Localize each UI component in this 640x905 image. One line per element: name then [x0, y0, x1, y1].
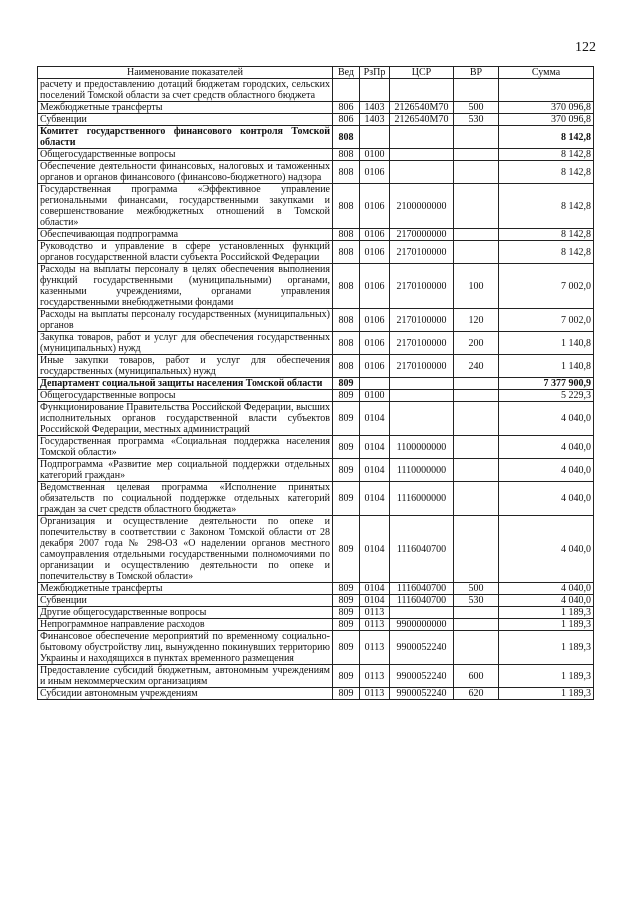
row-rzpr: 0104 [360, 436, 390, 459]
row-ved: 808 [333, 241, 360, 264]
row-ved: 808 [333, 184, 360, 229]
row-name: Непрограммное направление расходов [38, 619, 333, 631]
row-ved: 809 [333, 607, 360, 619]
row-sum: 1 189,3 [499, 619, 594, 631]
row-sum: 7 377 900,9 [499, 378, 594, 390]
row-name: Субвенции [38, 595, 333, 607]
row-sum: 1 189,3 [499, 688, 594, 700]
table-row [38, 102, 594, 114]
row-csr: 2170100000 [390, 355, 454, 378]
row-name: Субсидии автономным учреждениям [38, 688, 333, 700]
row-rzpr: 0106 [360, 332, 390, 355]
row-ved: 806 [333, 114, 360, 126]
row-csr: 1116040700 [390, 595, 454, 607]
row-csr [390, 390, 454, 402]
row-csr: 2170000000 [390, 229, 454, 241]
row-vr: 500 [454, 102, 499, 114]
row-csr [390, 126, 454, 149]
row-ved: 809 [333, 631, 360, 665]
row-csr: 1110000000 [390, 459, 454, 482]
row-rzpr: 0113 [360, 688, 390, 700]
row-vr [454, 516, 499, 583]
row-rzpr: 0113 [360, 665, 390, 688]
table-row [38, 436, 594, 459]
header-sum: Сумма [499, 67, 594, 79]
row-name: Другие общегосударственные вопросы [38, 607, 333, 619]
row-vr: 530 [454, 114, 499, 126]
table-row [38, 459, 594, 482]
row-sum: 7 002,0 [499, 264, 594, 309]
row-ved: 809 [333, 595, 360, 607]
row-sum: 8 142,8 [499, 229, 594, 241]
table-row [38, 309, 594, 332]
row-vr [454, 161, 499, 184]
row-csr: 2126540М70 [390, 102, 454, 114]
row-rzpr [360, 378, 390, 390]
row-sum: 8 142,8 [499, 241, 594, 264]
table-row [38, 114, 594, 126]
row-ved: 809 [333, 665, 360, 688]
row-vr: 120 [454, 309, 499, 332]
table-row [38, 583, 594, 595]
row-rzpr: 0104 [360, 516, 390, 583]
row-ved: 808 [333, 264, 360, 309]
row-sum: 4 040,0 [499, 436, 594, 459]
row-csr: 1116000000 [390, 482, 454, 516]
row-name: Государственная программа «Эффективное управление региональными финансами, государственными закупками и совершенствование межбюджетных отношений в Томской области» [38, 184, 333, 229]
row-vr [454, 619, 499, 631]
row-name: Комитет государственного финансового контроля Томской области [38, 126, 333, 149]
table-row [38, 595, 594, 607]
row-name: Общегосударственные вопросы [38, 390, 333, 402]
row-rzpr: 0104 [360, 402, 390, 436]
row-name: Иные закупки товаров, работ и услуг для обеспечения государственных (муниципальных) нужд [38, 355, 333, 378]
row-vr [454, 607, 499, 619]
row-sum: 4 040,0 [499, 482, 594, 516]
row-sum: 5 229,3 [499, 390, 594, 402]
row-ved: 809 [333, 688, 360, 700]
row-csr [390, 378, 454, 390]
row-sum: 4 040,0 [499, 583, 594, 595]
table-row [38, 665, 594, 688]
row-ved: 809 [333, 583, 360, 595]
table-row [38, 332, 594, 355]
row-ved [333, 79, 360, 102]
row-name: Обеспечение деятельности финансовых, налоговых и таможенных органов и органов финансового (финансово-бюджетного) надзора [38, 161, 333, 184]
row-rzpr: 0113 [360, 631, 390, 665]
row-rzpr: 0106 [360, 264, 390, 309]
row-csr: 9900000000 [390, 619, 454, 631]
table-row [38, 619, 594, 631]
table-row [38, 355, 594, 378]
row-rzpr: 0113 [360, 619, 390, 631]
header-csr: ЦСР [390, 67, 454, 79]
row-vr [454, 149, 499, 161]
row-csr: 1116040700 [390, 516, 454, 583]
row-csr: 2100000000 [390, 184, 454, 229]
row-csr [390, 402, 454, 436]
row-ved: 809 [333, 402, 360, 436]
row-ved: 808 [333, 229, 360, 241]
row-sum: 370 096,8 [499, 114, 594, 126]
row-vr [454, 631, 499, 665]
row-vr [454, 436, 499, 459]
row-rzpr: 0104 [360, 583, 390, 595]
row-sum: 8 142,8 [499, 149, 594, 161]
row-rzpr: 0106 [360, 229, 390, 241]
row-sum: 7 002,0 [499, 309, 594, 332]
row-csr [390, 607, 454, 619]
header-name: Наименование показателей [38, 67, 333, 79]
row-vr [454, 126, 499, 149]
table-row [38, 631, 594, 665]
row-vr [454, 402, 499, 436]
row-csr: 1116040700 [390, 583, 454, 595]
row-rzpr: 0106 [360, 184, 390, 229]
page-number: 122 [575, 40, 596, 55]
row-rzpr: 1403 [360, 102, 390, 114]
table-row [38, 241, 594, 264]
row-csr: 9900052240 [390, 665, 454, 688]
row-csr: 9900052240 [390, 688, 454, 700]
row-name: Руководство и управление в сфере установленных функций органов государственной власти субъекта Российской Федерации [38, 241, 333, 264]
row-sum: 1 189,3 [499, 607, 594, 619]
row-name: Ведомственная целевая программа «Исполнение принятых обязательств по социальной поддержке отдельных категорий граждан за счет средств областного бюджета» [38, 482, 333, 516]
row-rzpr: 0104 [360, 482, 390, 516]
row-sum: 4 040,0 [499, 402, 594, 436]
row-csr: 2126540М70 [390, 114, 454, 126]
table-row [38, 607, 594, 619]
row-ved: 809 [333, 482, 360, 516]
row-vr [454, 378, 499, 390]
row-vr: 240 [454, 355, 499, 378]
row-ved: 808 [333, 161, 360, 184]
row-csr [390, 79, 454, 102]
row-rzpr [360, 126, 390, 149]
row-sum: 4 040,0 [499, 459, 594, 482]
row-ved: 809 [333, 378, 360, 390]
row-vr [454, 229, 499, 241]
table-row [38, 390, 594, 402]
row-ved: 808 [333, 126, 360, 149]
row-vr: 530 [454, 595, 499, 607]
row-rzpr: 0106 [360, 161, 390, 184]
row-csr: 9900052240 [390, 631, 454, 665]
row-name: расчету и предоставлению дотаций бюджетам городских, сельских поселений Томской области за счет средств областного бюджета [38, 79, 333, 102]
row-name: Организация и осуществление деятельности по опеке и попечительству в соответствии с Законом Томской области от 28 декабря 2007 года № 298-ОЗ «О наделении органов местного самоуправления отдельными государственными полномочиями по организации и осуществлению деятельности по опеке и попечительству в Томской области» [38, 516, 333, 583]
row-ved: 808 [333, 149, 360, 161]
table-row [38, 688, 594, 700]
row-ved: 806 [333, 102, 360, 114]
row-rzpr: 0106 [360, 309, 390, 332]
row-name: Закупка товаров, работ и услуг для обеспечения государственных (муниципальных) нужд [38, 332, 333, 355]
row-ved: 809 [333, 516, 360, 583]
row-vr: 500 [454, 583, 499, 595]
row-sum: 8 142,8 [499, 184, 594, 229]
row-sum: 1 140,8 [499, 332, 594, 355]
row-rzpr: 0113 [360, 607, 390, 619]
row-rzpr [360, 79, 390, 102]
row-rzpr: 0106 [360, 355, 390, 378]
table-row [38, 149, 594, 161]
row-csr: 2170100000 [390, 309, 454, 332]
row-rzpr: 0100 [360, 390, 390, 402]
row-ved: 809 [333, 459, 360, 482]
row-rzpr: 0100 [360, 149, 390, 161]
row-vr: 100 [454, 264, 499, 309]
row-ved: 808 [333, 332, 360, 355]
row-name: Расходы на выплаты персоналу в целях обеспечения выполнения функций государственными (муниципальными) органами, казенными учреждениями, органами управления государственными внебюджетными фондами [38, 264, 333, 309]
row-sum: 8 142,8 [499, 126, 594, 149]
row-name: Государственная программа «Социальная поддержка населения Томской области» [38, 436, 333, 459]
row-sum: 8 142,8 [499, 161, 594, 184]
row-name: Межбюджетные трансферты [38, 583, 333, 595]
row-sum: 370 096,8 [499, 102, 594, 114]
row-vr [454, 79, 499, 102]
row-vr [454, 482, 499, 516]
row-name: Межбюджетные трансферты [38, 102, 333, 114]
row-ved: 808 [333, 309, 360, 332]
row-name: Функционирование Правительства Российской Федерации, высших исполнительных органов государственной власти субъектов Российской Федерации, местных администраций [38, 402, 333, 436]
row-rzpr: 1403 [360, 114, 390, 126]
table-row [38, 229, 594, 241]
header-rzpr: РзПр [360, 67, 390, 79]
row-vr: 600 [454, 665, 499, 688]
row-sum: 4 040,0 [499, 595, 594, 607]
table-row [38, 402, 594, 436]
table-header-row [38, 67, 594, 79]
row-csr [390, 161, 454, 184]
row-sum: 1 189,3 [499, 665, 594, 688]
row-vr: 200 [454, 332, 499, 355]
row-name: Расходы на выплаты персоналу государственных (муниципальных) органов [38, 309, 333, 332]
row-csr: 2170100000 [390, 264, 454, 309]
table-row [38, 516, 594, 583]
row-name: Финансовое обеспечение мероприятий по временному социально-бытовому обустройству лиц, вынужденно покинувших территорию Украины и находящихся в пунктах временного размещения [38, 631, 333, 665]
row-vr [454, 459, 499, 482]
table-row [38, 79, 594, 102]
row-ved: 809 [333, 619, 360, 631]
row-name: Подпрограмма «Развитие мер социальной поддержки отдельных категорий граждан» [38, 459, 333, 482]
table-row [38, 184, 594, 229]
row-ved: 808 [333, 355, 360, 378]
row-vr: 620 [454, 688, 499, 700]
row-name: Предоставление субсидий бюджетным, автономным учреждениям и иным некоммерческим организациям [38, 665, 333, 688]
table-row [38, 378, 594, 390]
table-row [38, 126, 594, 149]
table-row [38, 482, 594, 516]
row-csr: 2170100000 [390, 332, 454, 355]
table-row [38, 161, 594, 184]
budget-table [37, 66, 594, 700]
row-rzpr: 0106 [360, 241, 390, 264]
row-csr: 1100000000 [390, 436, 454, 459]
table-body [38, 79, 594, 700]
table-row [38, 264, 594, 309]
row-rzpr: 0104 [360, 459, 390, 482]
row-sum: 1 189,3 [499, 631, 594, 665]
row-rzpr: 0104 [360, 595, 390, 607]
row-csr: 2170100000 [390, 241, 454, 264]
row-name: Субвенции [38, 114, 333, 126]
row-sum: 4 040,0 [499, 516, 594, 583]
row-ved: 809 [333, 436, 360, 459]
row-ved: 809 [333, 390, 360, 402]
row-vr [454, 184, 499, 229]
row-name: Департамент социальной защиты населения Томской области [38, 378, 333, 390]
row-csr [390, 149, 454, 161]
row-sum: 1 140,8 [499, 355, 594, 378]
row-sum [499, 79, 594, 102]
row-name: Общегосударственные вопросы [38, 149, 333, 161]
row-vr [454, 241, 499, 264]
row-vr [454, 390, 499, 402]
header-ved: Вед [333, 67, 360, 79]
row-name: Обеспечивающая подпрограмма [38, 229, 333, 241]
header-vr: ВР [454, 67, 499, 79]
